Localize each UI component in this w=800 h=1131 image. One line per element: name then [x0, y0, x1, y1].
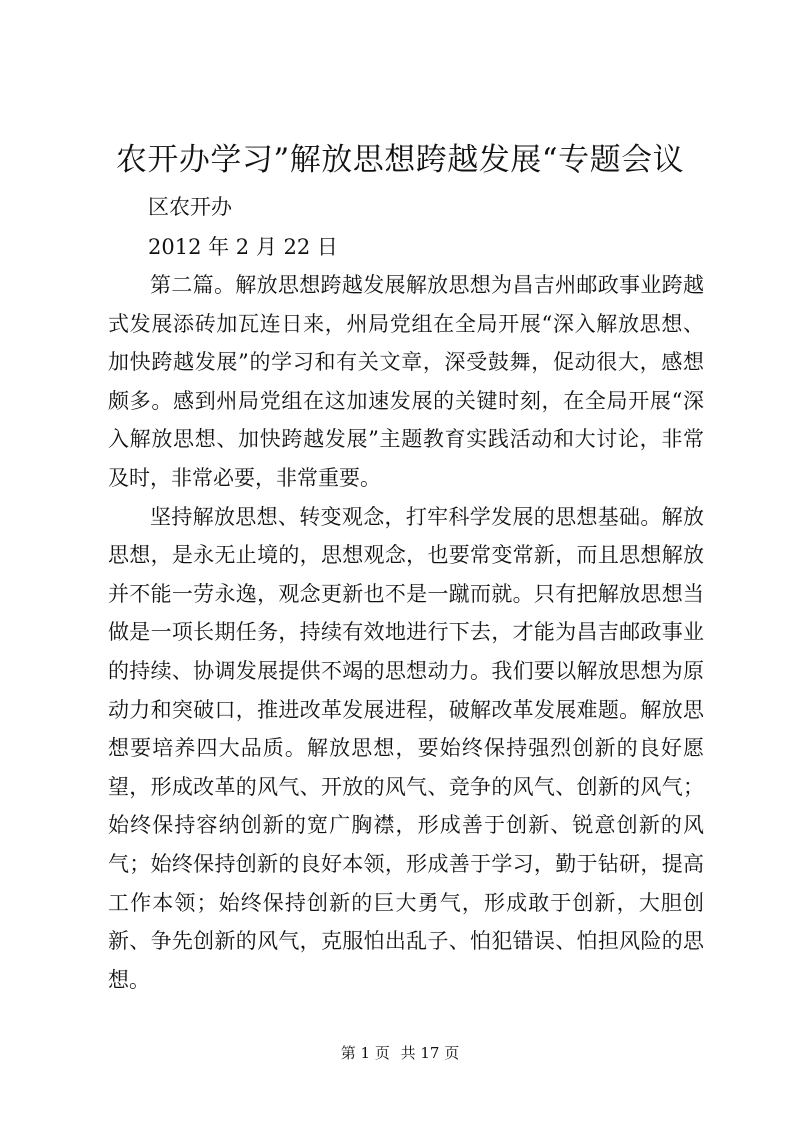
document-date: 2012 年 2 月 22 日 — [148, 235, 338, 259]
document-body — [108, 266, 704, 999]
organization-name: 区农开办 — [148, 195, 232, 219]
paragraph-2: 坚持解放思想、转变观念，打牢科学发展的思想基础。解放思想，是永无止境的，思想观念，也要常变常新，而且思想解放并不能一劳永逸，观念更新也不是一蹴而就。只有把解放思想当做是一项长期任务，持续有效地进行下去，才能为昌吉邮政事业的持续、协调发展提供不竭的思想动力。我们要以解放思想为原动力和突破口，推进改革发展进程，破解改革发展难题。解放思想要培养四大品质。解放思想，要始终保持强烈创新的良好愿望，形成改革的风气、开放的风气、竞争的风气、创新的风气；始终保持容纳创新的宽广胸襟，形成善于创新、锐意创新的风气；始终保持创新的良好本领，形成善于学习，勤于钻研，提高工作本领；始终保持创新的巨大勇气，形成敢于创新，大胆创新、争先创新的风气，克服怕出乱子、怕犯错误、怕担风险的思想。 — [108, 504, 704, 992]
page-number: 第 1 页 — [340, 1044, 390, 1062]
paragraph-1: 第二篇。解放思想跨越发展解放思想为昌吉州邮政事业跨越式发展添砖加瓦连日来，州局党组在全局开展“深入解放思想、加快跨越发展”的学习和有关文章，深受鼓舞，促动很大，感想颇多。感到州局党组在这加速发展的关键时刻，在全局开展“深入解放思想、加快跨越发展”主题教育实践活动和大讨论，非常及时，非常必要，非常重要。 — [108, 273, 704, 490]
document-title: 农开办学习”解放思想跨越发展“专题会议 — [115, 142, 685, 178]
page-total: 共 17 页 — [400, 1044, 460, 1062]
page-footer — [0, 1042, 800, 1064]
